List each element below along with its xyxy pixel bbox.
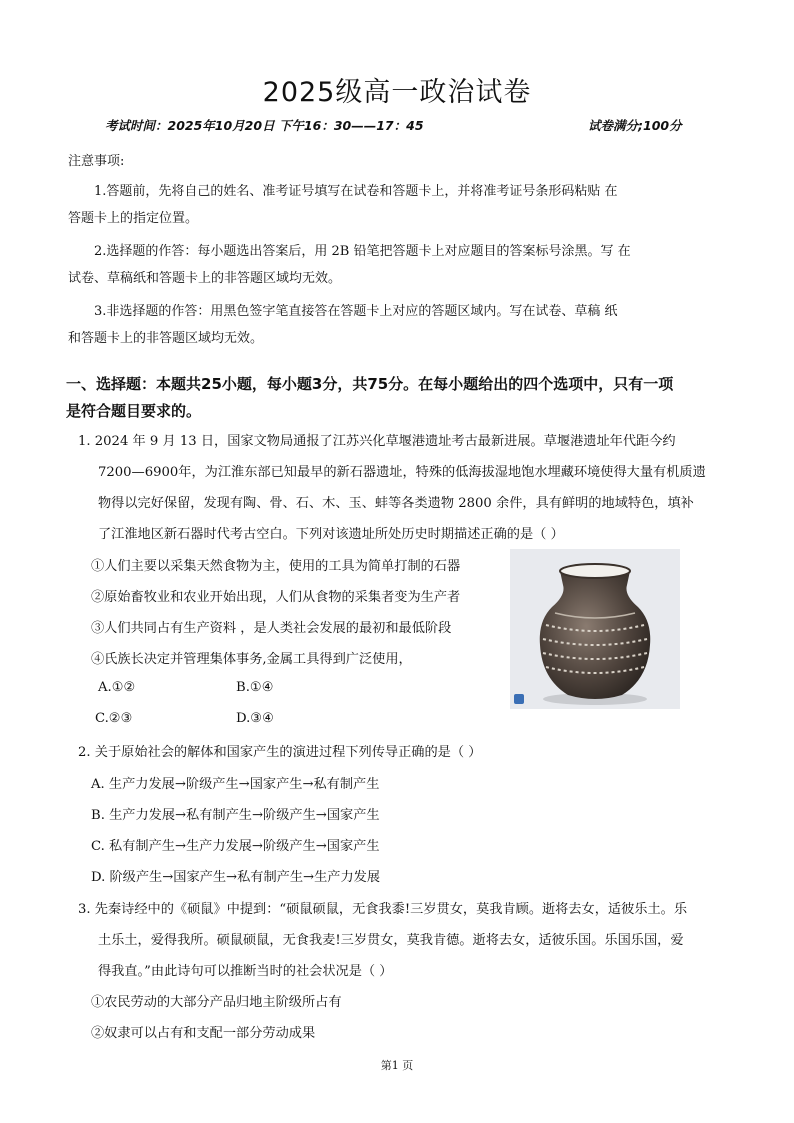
question-3-stem: 土乐土，爱得我所。硕鼠硕鼠，无食我麦!三岁贯女，莫我肯德。逝将去女，适彼乐国。乐国乐国，爱 xyxy=(98,933,684,948)
page-title: 2025级高一政治试卷 xyxy=(262,77,532,108)
question-1-stem: 物得以完好保留，发现有陶、骨、石、木、玉、蚌等各类遗物 2800 余件，具有鲜明的地域特色，填补 xyxy=(98,496,694,511)
statement: ②原始畜牧业和农业开始出现，人们从食物的采集者变为生产者 xyxy=(91,590,461,605)
question-1-stem: 1. 2024 年 9 月 13 日，国家文物局通报了江苏兴化草堰港遗址考古最新进展。草堰港遗址年代距今约 xyxy=(78,434,676,449)
pottery-jar-photo xyxy=(510,549,680,709)
notice-line: 试卷、草稿纸和答题卡上的非答题区域均无效。 xyxy=(68,271,342,286)
statement: ①人们主要以采集天然食物为主，使用的工具为简单打制的石器 xyxy=(91,559,461,574)
option: A. 生产力发展→阶级产生→国家产生→私有制产生 xyxy=(91,777,380,792)
option: D. 阶级产生→国家产生→私有制产生→生产力发展 xyxy=(91,870,381,885)
notice-line: 1.答题前，先将自己的姓名、准考证号填写在试卷和答题卡上，并将准考证号条形码粘贴 在 xyxy=(94,184,618,199)
option: B.①④ xyxy=(236,680,274,695)
question-3-stem: 得我直。”由此诗句可以推断当时的社会状况是（ ） xyxy=(98,964,393,979)
question-2-stem: 2. 关于原始社会的解体和国家产生的演进过程下列传导正确的是（ ） xyxy=(78,745,482,760)
question-1-stem: 7200—6900年，为江淮东部已知最早的新石器遗址，特殊的低海拔湿地饱水埋藏环境使得大量有机质遗 xyxy=(98,465,706,480)
statement: ④氏族长决定并管理集体事务,金属工具得到广泛使用， xyxy=(91,652,412,667)
notice-line: 2.选择题的作答：每小题选出答案后，用 2B 铅笔把答题卡上对应题目的答案标号涂黑。写 在 xyxy=(94,244,631,259)
section-heading: 是符合题目要求的。 xyxy=(66,402,202,420)
notice-line: 答题卡上的指定位置。 xyxy=(68,211,199,226)
full-score: 试卷满分;100分 xyxy=(588,118,682,133)
option: A.①② xyxy=(98,680,136,695)
section-heading: 一、选择题：本题共25小题，每小题3分，共75分。在每小题给出的四个选项中，只有一项 xyxy=(66,375,674,393)
question-1-stem: 了江淮地区新石器时代考古空白。下列对该遗址所处历史时期描述正确的是（ ） xyxy=(98,527,564,542)
option: C. 私有制产生→生产力发展→阶级产生→国家产生 xyxy=(91,839,380,854)
notice-line: 和答题卡上的非答题区域均无效。 xyxy=(68,331,264,346)
notice-title: 注意事项: xyxy=(68,154,125,169)
statement: ③人们共同占有生产资料 ，是人类社会发展的最初和最低阶段 xyxy=(91,621,452,636)
pottery-jar-image xyxy=(510,549,680,709)
option: D.③④ xyxy=(236,711,274,726)
page-number: 第1 页 xyxy=(380,1059,414,1072)
option: B. 生产力发展→私有制产生→阶级产生→国家产生 xyxy=(91,808,380,823)
option: C.②③ xyxy=(95,711,133,726)
statement: ②奴隶可以占有和支配一部分劳动成果 xyxy=(91,1026,316,1041)
exam-time: 考试时间：2025年10月20日 下午16：30——17：45 xyxy=(105,118,424,133)
statement: ①农民劳动的大部分产品归地主阶级所占有 xyxy=(91,995,342,1010)
notice-line: 3.非选择题的作答：用黑色签字笔直接答在答题卡上对应的答题区域内。写在试卷、草稿 纸 xyxy=(94,304,618,319)
question-3-stem: 3. 先秦诗经中的《硕鼠》中提到：“硕鼠硕鼠，无食我黍!三岁贯女，莫我肯顾。逝将去女，适彼乐土。乐 xyxy=(78,902,688,917)
